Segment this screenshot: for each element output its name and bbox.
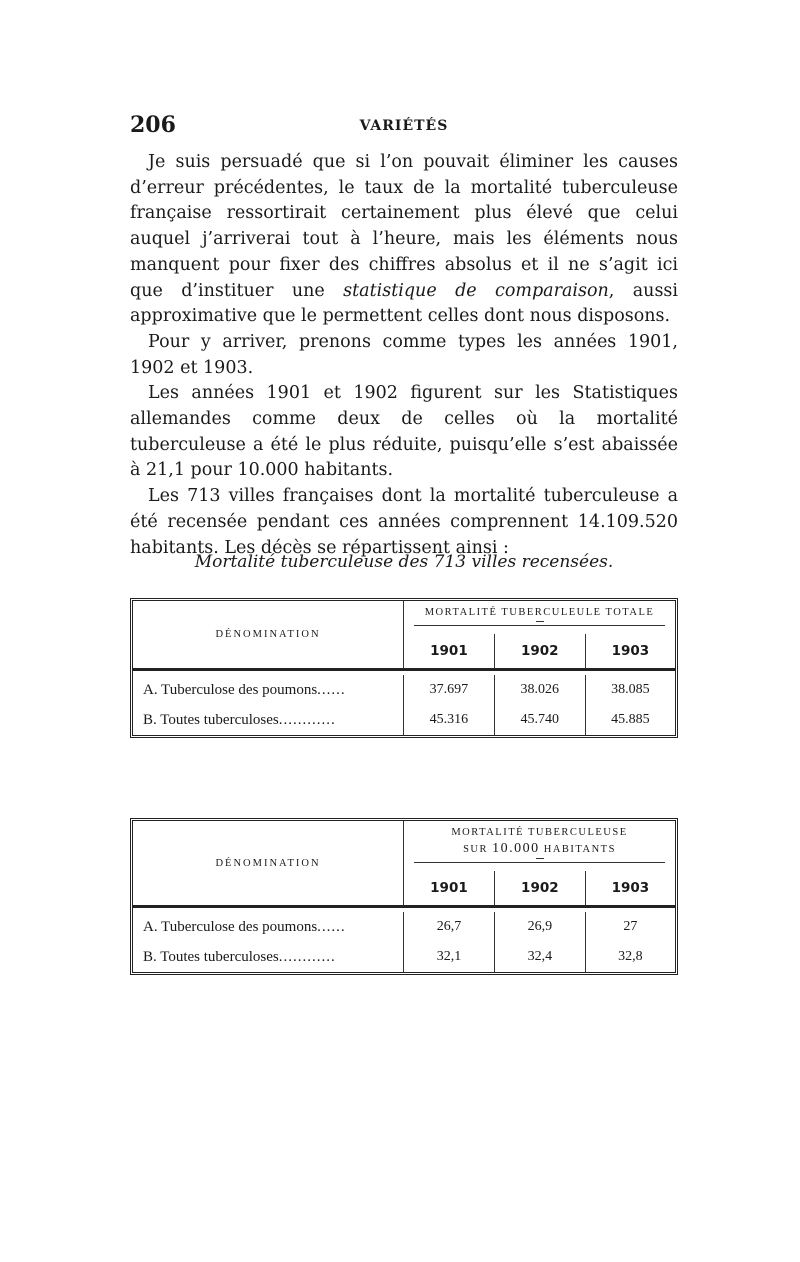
cell-value: 32,1 [436,949,462,964]
row-label: A. Tuberculose des poumons...... [133,675,404,705]
cell-value: 38.026 [494,675,585,705]
cell-value: 32,4 [494,942,585,972]
running-title: VARIÉTÉS [359,118,449,134]
paragraph-1: Je suis persuadé que si l’on pouvait éliminer les causes d’erreur précédentes, le taux de la mortalité tuberculeuse française ressortirait certainement plus élevé que celui auquel j’arriverai tout à l’heure, mais les éléments nous manquent pour fixer des chiffres absolus et il ne s’agit ici que d’instituer une statistique de comparaison, aussi approximative que le permettent celles dont nous disposons. [130,152,678,327]
table-mortality-rate [130,818,678,975]
cell-value: 38.085 [585,675,675,705]
body-text [130,150,678,561]
paragraph-2: Pour y arriver, prenons comme types les années 1901, 1902 et 1903. [130,331,678,378]
table-row [133,912,675,942]
cell-value: 37.697 [429,682,469,697]
cell-value: 26,9 [494,912,585,942]
table-row [133,942,675,972]
year-header: 1901 [430,880,468,896]
table-row [133,675,675,705]
year-header: 1903 [585,871,675,907]
cell-value: 27 [585,912,675,942]
group-header: MORTALITÉ TUBERCULEUSE SUR 10.000 HABITANTS [404,821,676,871]
cell-value: 45.740 [494,705,585,735]
year-header: 1903 [585,634,675,670]
page-header [130,112,678,142]
row-label: B. Toutes tuberculoses............ [133,705,404,735]
page-number: 206 [130,112,176,138]
brace-icon [414,625,665,632]
year-header: 1901 [430,643,468,659]
year-header: 1902 [494,634,585,670]
year-header: 1902 [494,871,585,907]
table-total-mortality [130,598,678,738]
table-caption: Mortalité tuberculeuse des 713 villes recensées. [194,552,614,572]
denomination-header: DÉNOMINATION [133,821,404,907]
brace-icon [414,862,665,869]
cell-value: 45.316 [429,712,469,727]
cell-value: 32,8 [585,942,675,972]
denomination-header: DÉNOMINATION [133,601,404,670]
paragraph-4: Les 713 villes françaises dont la mortalité tuberculeuse a été recensée pendant ces années comprennent 14.109.520 habitants. Les décès se répartissent ainsi : [130,486,678,558]
row-label: B. Toutes tuberculoses............ [133,942,404,972]
cell-value: 45.885 [585,705,675,735]
group-header: MORTALITÉ TUBERCULEULE TOTALE [404,601,676,634]
table-row [133,705,675,735]
paragraph-3: Les années 1901 et 1902 figurent sur les Statistiques allemandes comme deux de celles où la mortalité tuberculeuse a été le plus réduite, puisqu’elle s’est abaissée à 21,1 pour 10.000 habitants. [130,383,678,481]
cell-value: 26,7 [436,919,462,934]
row-label: A. Tuberculose des poumons...... [133,912,404,942]
emphasis-statistique: statistique de comparaison [343,280,609,301]
